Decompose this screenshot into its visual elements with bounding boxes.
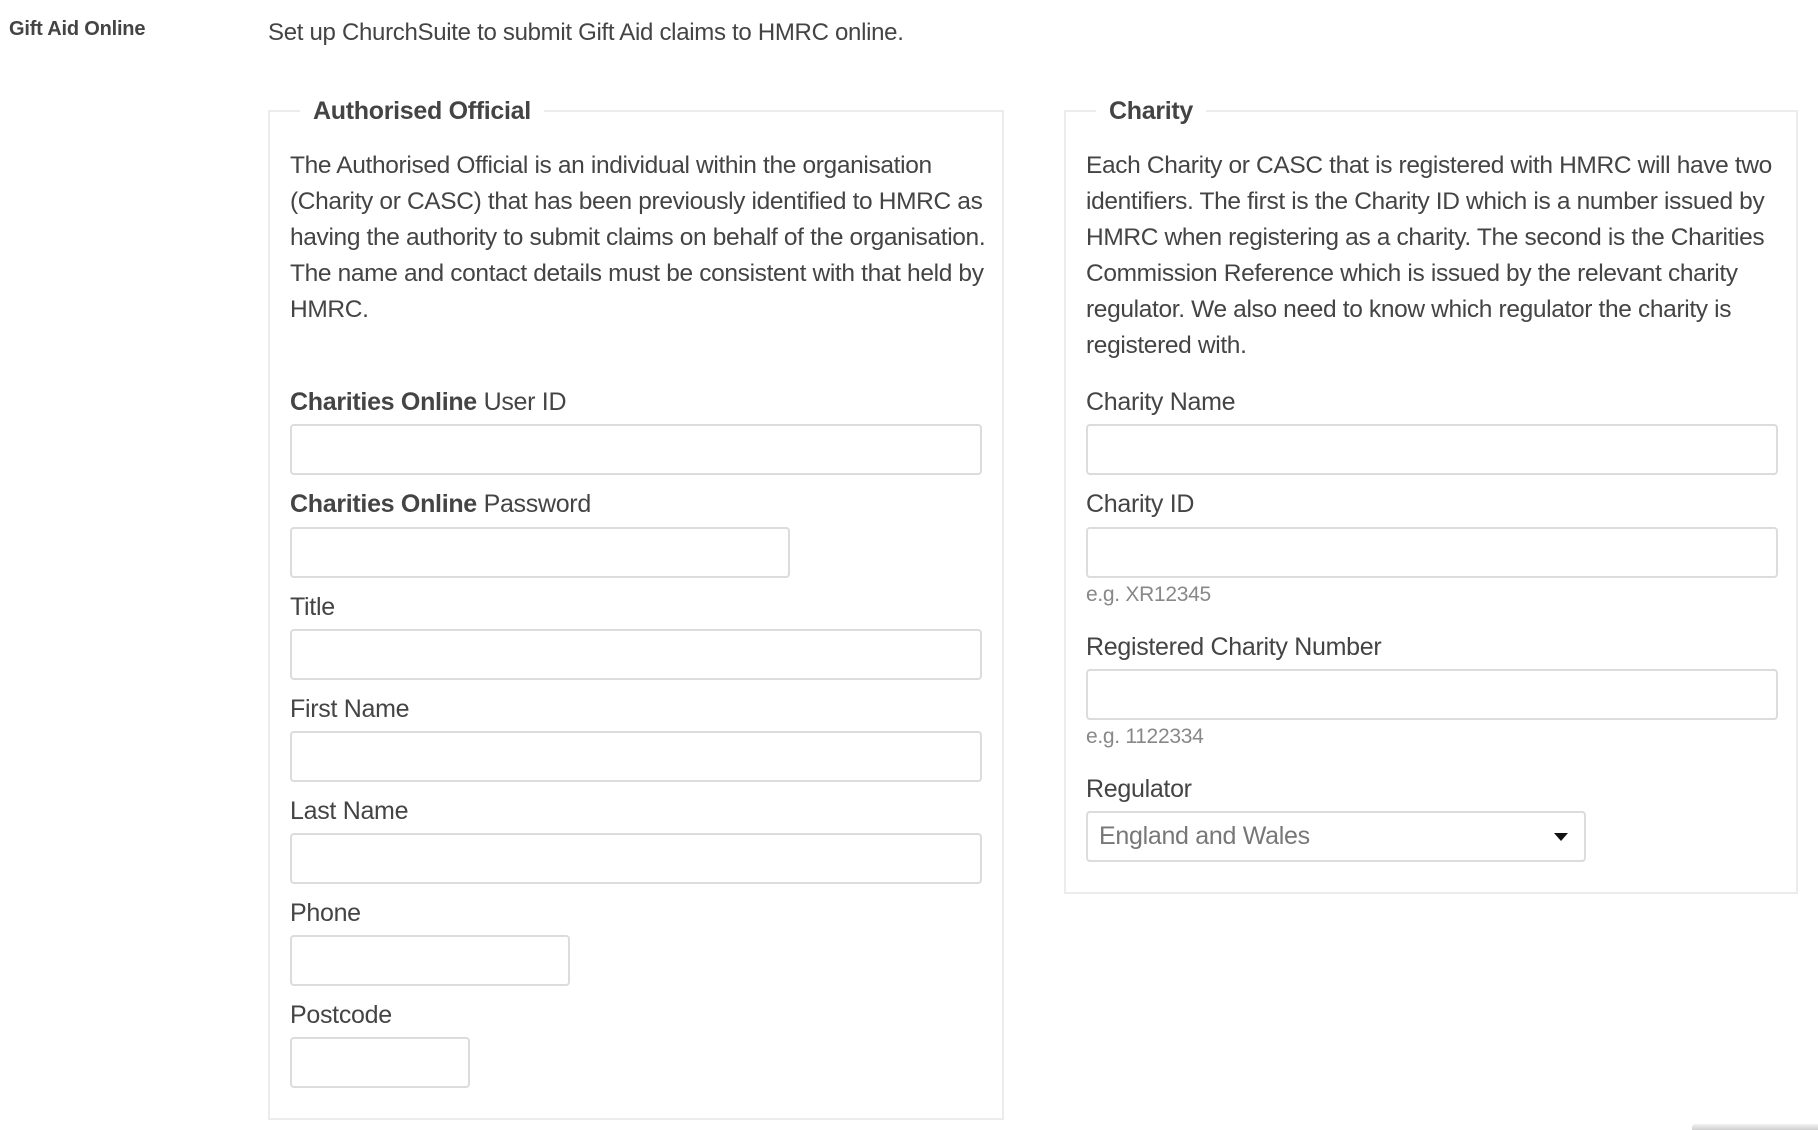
registered-charity-number-label: Registered Charity Number xyxy=(1086,633,1382,661)
password-input[interactable] xyxy=(290,527,790,578)
regulator-label: Regulator xyxy=(1086,775,1192,803)
postcode-label: Postcode xyxy=(290,1001,392,1029)
phone-label: Phone xyxy=(290,899,361,927)
section-label: Gift Aid Online xyxy=(9,18,146,40)
first-name-label: First Name xyxy=(290,695,410,723)
charity-id-input[interactable] xyxy=(1086,527,1778,578)
registered-charity-number-input[interactable] xyxy=(1086,669,1778,720)
regulator-select[interactable] xyxy=(1086,811,1586,862)
title-label: Title xyxy=(290,593,335,621)
password-label-rest: Password xyxy=(476,490,591,518)
user-id-label xyxy=(290,387,566,417)
password-label xyxy=(290,489,591,519)
charity-name-input[interactable] xyxy=(1086,424,1778,475)
charity-id-label: Charity ID xyxy=(1086,490,1195,518)
charity-id-hint: e.g. XR12345 xyxy=(1086,583,1211,606)
section-intro: Set up ChurchSuite to submit Gift Aid claims to HMRC online. xyxy=(268,19,904,46)
charity-name-label: Charity Name xyxy=(1086,388,1236,416)
authorised-official-legend: Authorised Official xyxy=(313,97,531,125)
phone-input[interactable] xyxy=(290,935,570,986)
first-name-input[interactable] xyxy=(290,731,982,782)
regulator-selected-value: England and Wales xyxy=(1099,822,1310,850)
postcode-input[interactable] xyxy=(290,1037,470,1088)
title-input[interactable] xyxy=(290,629,982,680)
registered-charity-number-hint: e.g. 1122334 xyxy=(1086,725,1204,748)
charity-legend: Charity xyxy=(1109,97,1194,125)
password-label-bold: Charities Online xyxy=(290,490,477,518)
last-name-label: Last Name xyxy=(290,797,409,825)
user-id-label-rest: User ID xyxy=(476,388,567,416)
authorised-official-description: The Authorised Official is an individual within the organisation (Charity or CASC) that has been previously identified to HMRC as having the authority to submit claims on behalf of the organisation. The name and contact details must be consistent with that held by HMRC. xyxy=(290,152,986,323)
user-id-label-bold: Charities Online xyxy=(290,388,477,416)
chevron-down-icon xyxy=(1554,833,1568,841)
charity-description: Each Charity or CASC that is registered with HMRC will have two identifiers. The first is the Charity ID which is a number issued by HMRC when registering as a charity. The second is the Charities Commission Reference which is issued by the relevant charity regulator. We also need to know which regulator the charity is registered with. xyxy=(1086,152,1772,359)
user-id-input[interactable] xyxy=(290,424,982,475)
window-edge-shadow xyxy=(1692,1124,1818,1130)
last-name-input[interactable] xyxy=(290,833,982,884)
